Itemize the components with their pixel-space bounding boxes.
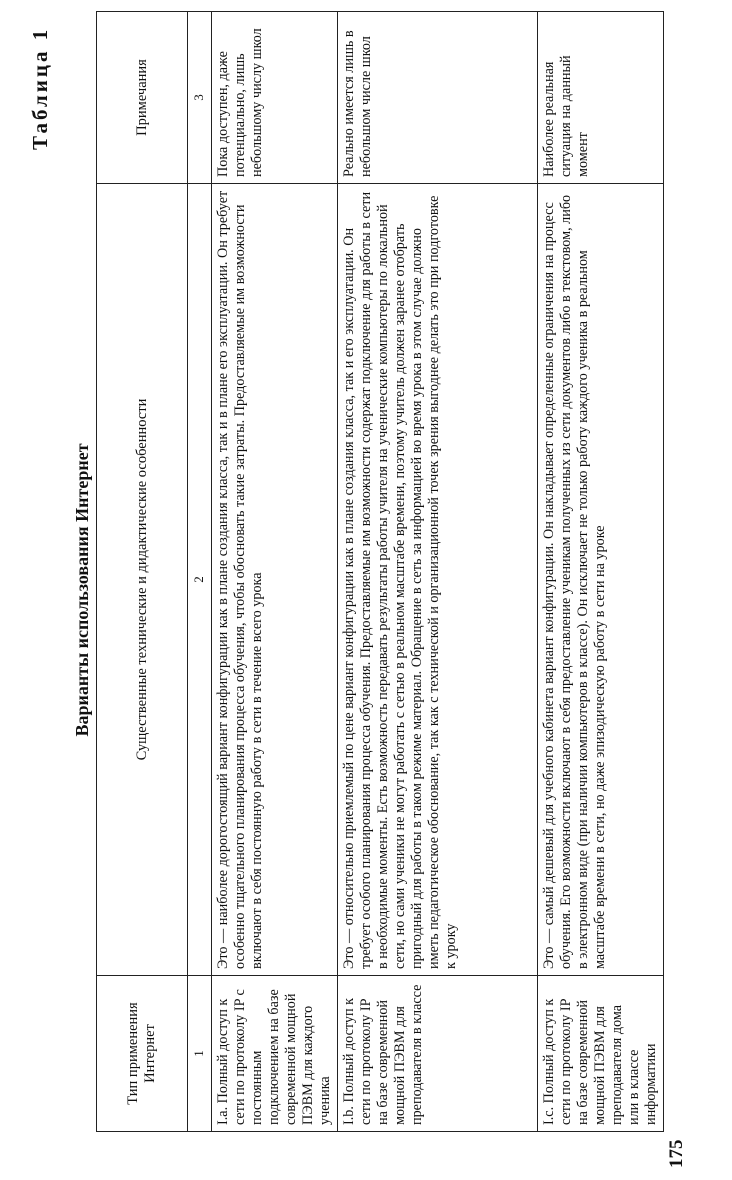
table-title: Варианты использования Интернет: [72, 443, 92, 737]
row-note-cell: Наиболее реальная ситуация на данный момент: [538, 12, 664, 184]
column-number: 2: [188, 184, 212, 976]
row-features-cell: Это — самый дешевый для учебного кабинета вариант конфигурации. Он накладывает определенные ограничения на процесс обучения. Его возможности включают в себя предоставление ученикам полученных из сети документов либо в текстовом, либо в электронном виде (при наличии компьютеров в классе). Он исключает не только работу каждого ученика в реальном масштабе времени в сети, но даже эпизодическую работу в сети на уроке: [538, 184, 664, 976]
header-features: Существенные технические и дидактические особенности: [97, 184, 188, 976]
row-type-cell: I.a. Полный доступ к сети по протоколу IP с постоянным подключением на базе современной мощной ПЭВМ для каждого ученика: [212, 976, 338, 1132]
column-number: 3: [188, 12, 212, 184]
row-note-cell: Реально имеется лишь в небольшом числе школ: [338, 12, 538, 184]
header-notes: Примечания: [97, 12, 188, 184]
row-note-cell: Пока доступен, даже потенциально, лишь небольшому числу школ: [212, 12, 338, 184]
page-number: 175: [666, 1139, 687, 1168]
table-row: [338, 12, 538, 1132]
row-type-cell: I.c. Полный доступ к сети по протоколу IP на базе современной мощной ПЭВМ для преподавателя дома или в классе информатики: [538, 976, 664, 1132]
table-row: [212, 12, 338, 1132]
table-label: Таблица 1: [28, 26, 52, 150]
internet-usage-table: [96, 11, 664, 1132]
table-row: [538, 12, 664, 1132]
column-number-row: [188, 12, 212, 1132]
column-number: 1: [188, 976, 212, 1132]
header-row: [97, 12, 188, 1132]
row-type-cell: I.b. Полный доступ к сети по протоколу IP на базе современной мощной ПЭВМ для преподавателя в классе: [338, 976, 538, 1132]
row-features-cell: Это — относительно приемлемый по цене вариант конфигурации как в плане создания класса, так и его эксплуатации. Он требует особого планирования процесса обучения. Предоставляемые им возможности содержат подключение для работы в сети в необходимые моменты. Есть возможность передавать результаты работы учителя на ученические компьютеры по локальной сети, но сами ученики не могут работать с сетью в реальном масштабе времени, поэтому учитель должен заранее отобрать пригодный для работы в таком режиме материал. Обращение в сеть за информацией во время урока в этом случае должно иметь педагогическое обоснование, так как с технической и организационной точек зрения выгоднее делать это при подготовке к уроку: [338, 184, 538, 976]
header-type: Тип применения Интернет: [97, 976, 188, 1132]
row-features-cell: Это — наиболее дорогостоящий вариант конфигурации как в плане создания класса, так и в плане его эксплуатации. Он требует особенно тщательного планирования процесса обучения, чтобы обосновать такие затраты. Предоставляемые им возможности включают в себя постоянную работу в сети в течение всего урока: [212, 184, 338, 976]
